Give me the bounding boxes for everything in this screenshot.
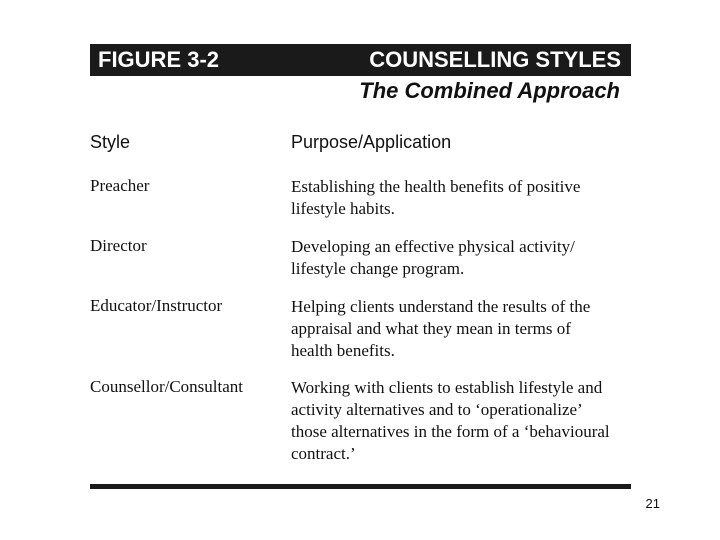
figure-subtitle: The Combined Approach bbox=[359, 78, 620, 103]
figure-banner bbox=[90, 44, 631, 76]
purpose-cell-preacher bbox=[291, 176, 631, 220]
style-cell-preacher: Preacher bbox=[90, 176, 150, 195]
purpose-cell-counsellor-consultant bbox=[291, 377, 631, 465]
purpose-line: lifestyle change program. bbox=[291, 259, 465, 278]
page-number: 21 bbox=[645, 496, 660, 511]
purpose-line: Establishing the health benefits of positive bbox=[291, 177, 581, 196]
purpose-line: Helping clients understand the results of the bbox=[291, 297, 591, 316]
style-cell-educator-instructor: Educator/Instructor bbox=[90, 296, 223, 315]
purpose-line: contract.’ bbox=[291, 444, 356, 463]
figure-label: FIGURE 3-2 bbox=[98, 47, 220, 72]
purpose-line: activity alternatives and to ‘operationalize’ bbox=[291, 400, 583, 419]
purpose-line: Working with clients to establish lifestyle and bbox=[291, 378, 603, 397]
purpose-cell-director bbox=[291, 236, 631, 280]
column-header-purpose: Purpose/Application bbox=[291, 132, 452, 152]
purpose-line: lifestyle habits. bbox=[291, 199, 395, 218]
bottom-divider bbox=[90, 484, 631, 489]
column-header-style: Style bbox=[90, 132, 131, 152]
style-cell-counsellor-consultant: Counsellor/Consultant bbox=[90, 377, 243, 396]
style-cell-director: Director bbox=[90, 236, 147, 255]
purpose-line: Developing an effective physical activity/ bbox=[291, 237, 575, 256]
purpose-line: those alternatives in the form of a ‘behavioural bbox=[291, 422, 610, 441]
figure-title: COUNSELLING STYLES bbox=[369, 47, 621, 72]
purpose-cell-educator-instructor bbox=[291, 296, 631, 362]
purpose-line: health benefits. bbox=[291, 341, 395, 360]
purpose-line: appraisal and what they mean in terms of bbox=[291, 319, 571, 338]
